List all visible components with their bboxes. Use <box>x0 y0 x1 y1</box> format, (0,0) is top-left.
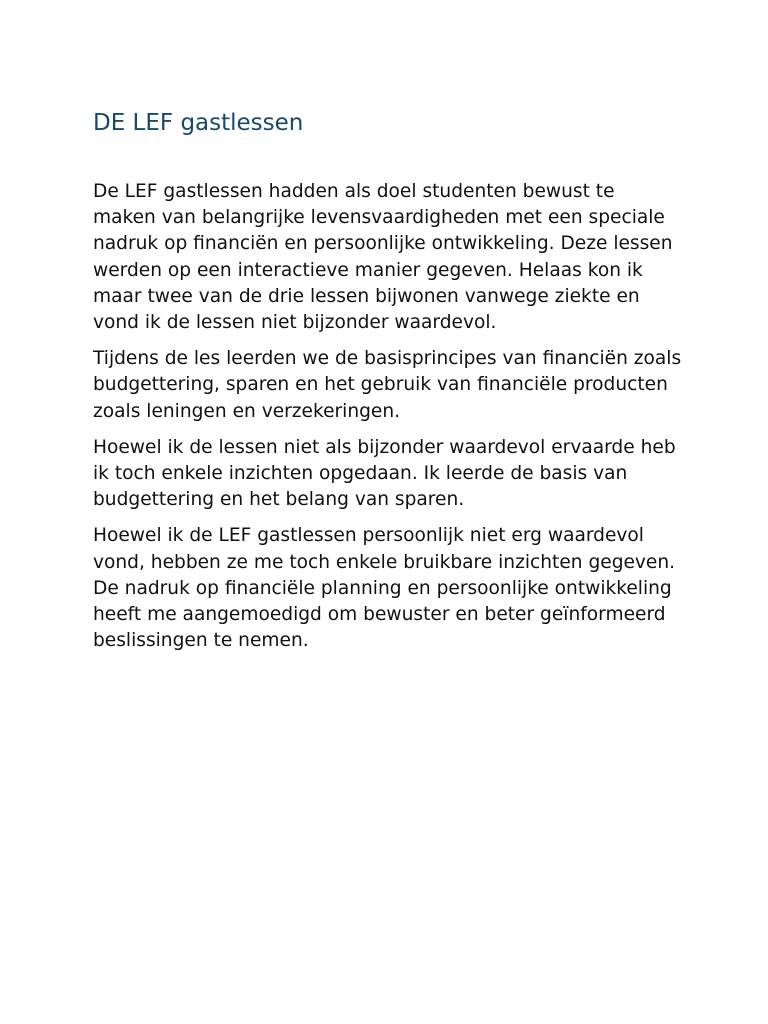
paragraph-conclusion: Hoewel ik de LEF gastlessen persoonlijk niet erg waardevol vond, hebben ze me toch enkele bruikbare inzichten gegeven. De nadruk op financiële planning en persoonlijke ontwikkeling heeft me aangemoedigd om bewuster en beter geïnformeerd beslissingen te nemen. <box>93 525 676 652</box>
document-body <box>93 179 683 654</box>
paragraph-lesson-content: Tijdens de les leerden we de basisprincipes van financiën zoals budgettering, sparen en het gebruik van financiële producten zoals leningen en verzekeringen. <box>93 348 682 422</box>
paragraph-insights: Hoewel ik de lessen niet als bijzonder waardevol ervaarde heb ik toch enkele inzichten opgedaan. Ik leerde de basis van budgettering en het belang van sparen. <box>93 436 676 511</box>
paragraph-intro: De LEF gastlessen hadden als doel studenten bewust te maken van belangrijke levensvaardigheden met een speciale nadruk op financiën en persoonlijke ontwikkeling. Deze lessen werden op een interactieve manier gegeven. Helaas kon ik maar twee van de drie lessen bijwonen vanwege ziekte en vond ik de lessen niet bijzonder waardevol. <box>93 181 673 334</box>
document-content <box>93 106 683 664</box>
document-title: DE LEF gastlessen <box>93 110 304 136</box>
